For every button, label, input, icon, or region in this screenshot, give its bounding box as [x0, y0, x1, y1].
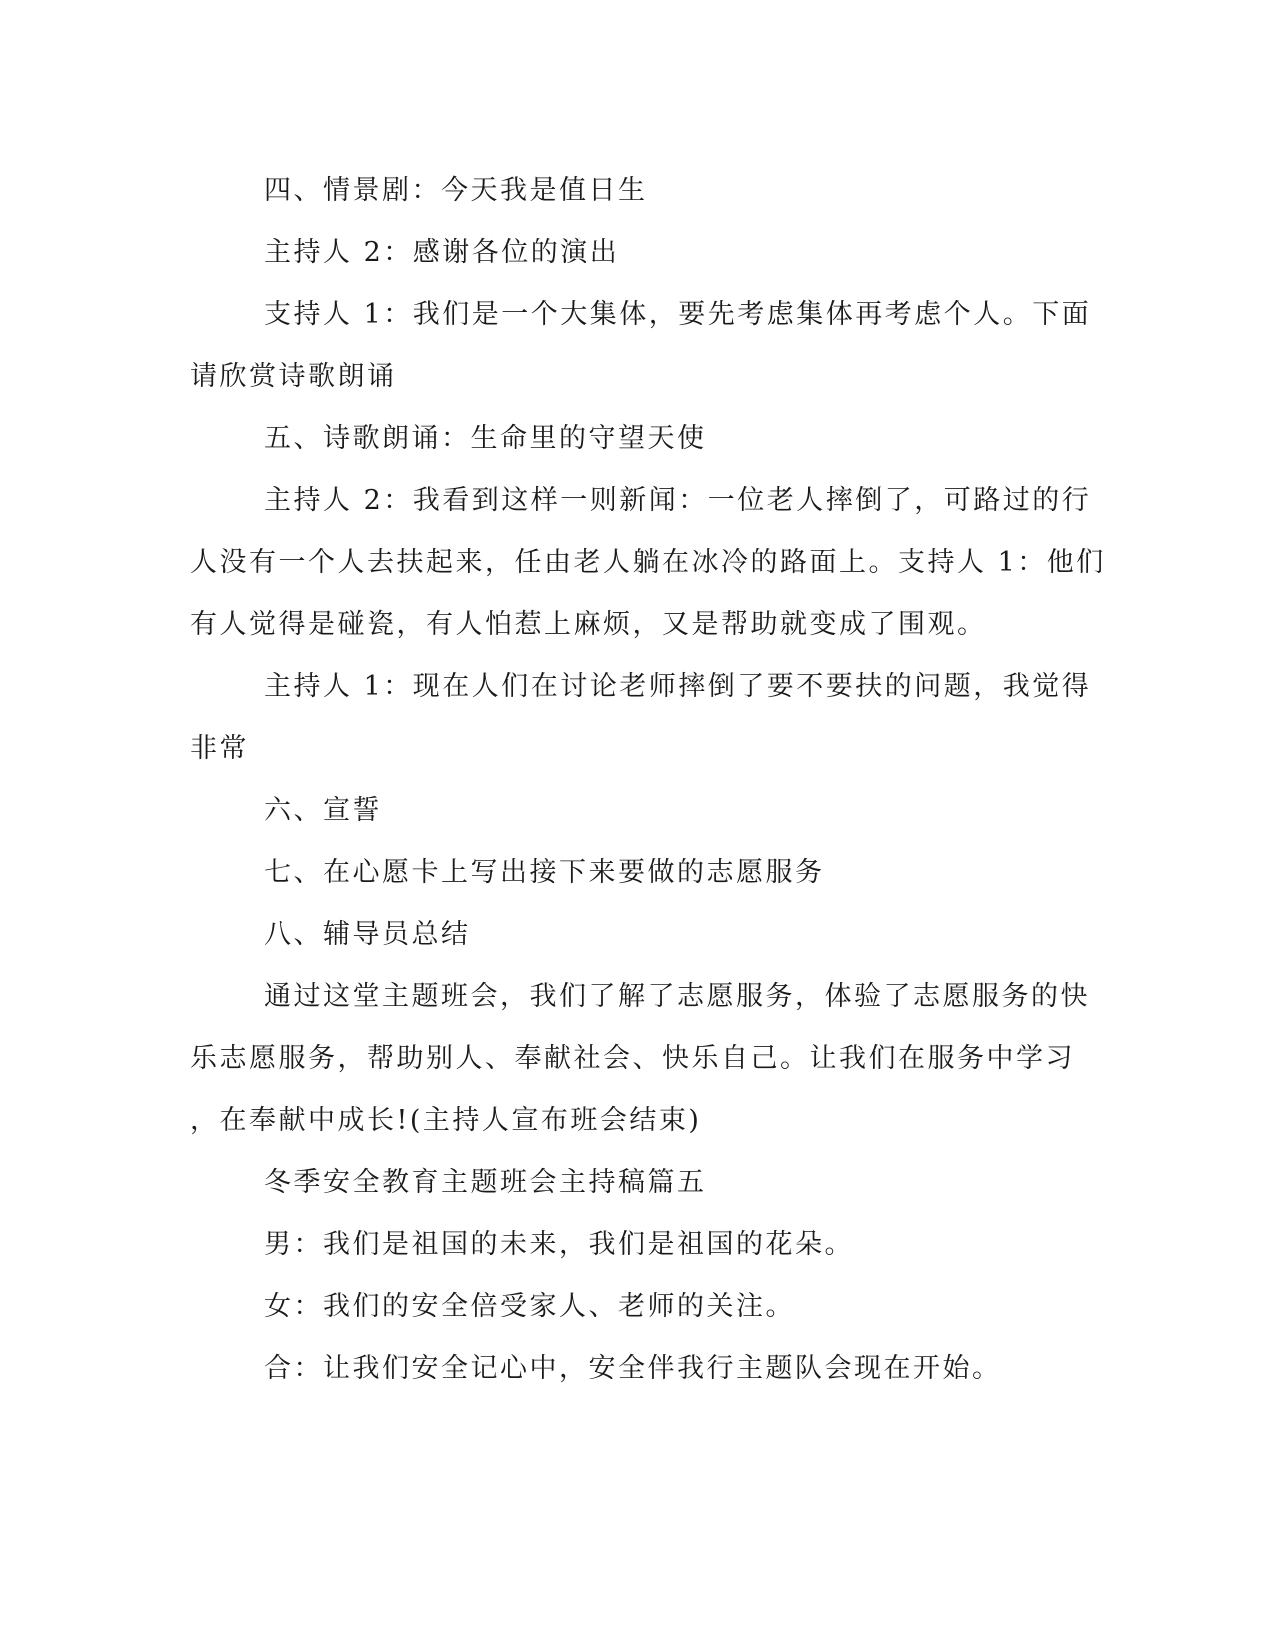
text-line: 八、辅导员总结 — [264, 919, 471, 950]
text-line: 有人觉得是碰瓷，有人怕惹上麻烦，又是帮助就变成了围观。 — [190, 609, 987, 640]
text-line: 请欣赏诗歌朗诵 — [190, 361, 397, 392]
text-line: 女：我们的安全倍受家人、老师的关注。 — [264, 1291, 795, 1322]
text-line: 五、诗歌朗诵：生命里的守望天使 — [264, 423, 707, 454]
text-line: 冬季安全教育主题班会主持稿篇五 — [264, 1167, 707, 1198]
text-line: 六、宣誓 — [264, 795, 382, 826]
text-line: 乐志愿服务，帮助别人、奉献社会、快乐自己。让我们在服务中学习 — [190, 1043, 1075, 1074]
text-line: 四、情景剧：今天我是值日生 — [264, 175, 648, 206]
text-line: 合：让我们安全记心中，安全伴我行主题队会现在开始。 — [264, 1353, 1002, 1384]
text-line: 通过这堂主题班会，我们了解了志愿服务，体验了志愿服务的快 — [264, 981, 1090, 1012]
document-body — [190, 160, 1106, 1400]
text-line: 支持人 1：我们是一个大集体，要先考虑集体再考虑个人。下面 — [264, 299, 1092, 330]
text-line: 七、在心愿卡上写出接下来要做的志愿服务 — [264, 857, 825, 888]
text-line: ，在奉献中成长!(主持人宣布班会结束) — [190, 1105, 702, 1136]
text-line: 人没有一个人去扶起来，任由老人躺在冰冷的路面上。支持人 1：他们 — [190, 547, 1106, 578]
text-line: 主持人 1：现在人们在讨论老师摔倒了要不要扶的问题，我觉得 — [264, 671, 1092, 702]
text-line: 主持人 2：感谢各位的演出 — [264, 237, 620, 268]
text-line: 主持人 2：我看到这样一则新闻：一位老人摔倒了，可路过的行 — [264, 485, 1092, 516]
text-line: 男：我们是祖国的未来，我们是祖国的花朵。 — [264, 1229, 854, 1260]
text-line: 非常 — [190, 733, 249, 764]
